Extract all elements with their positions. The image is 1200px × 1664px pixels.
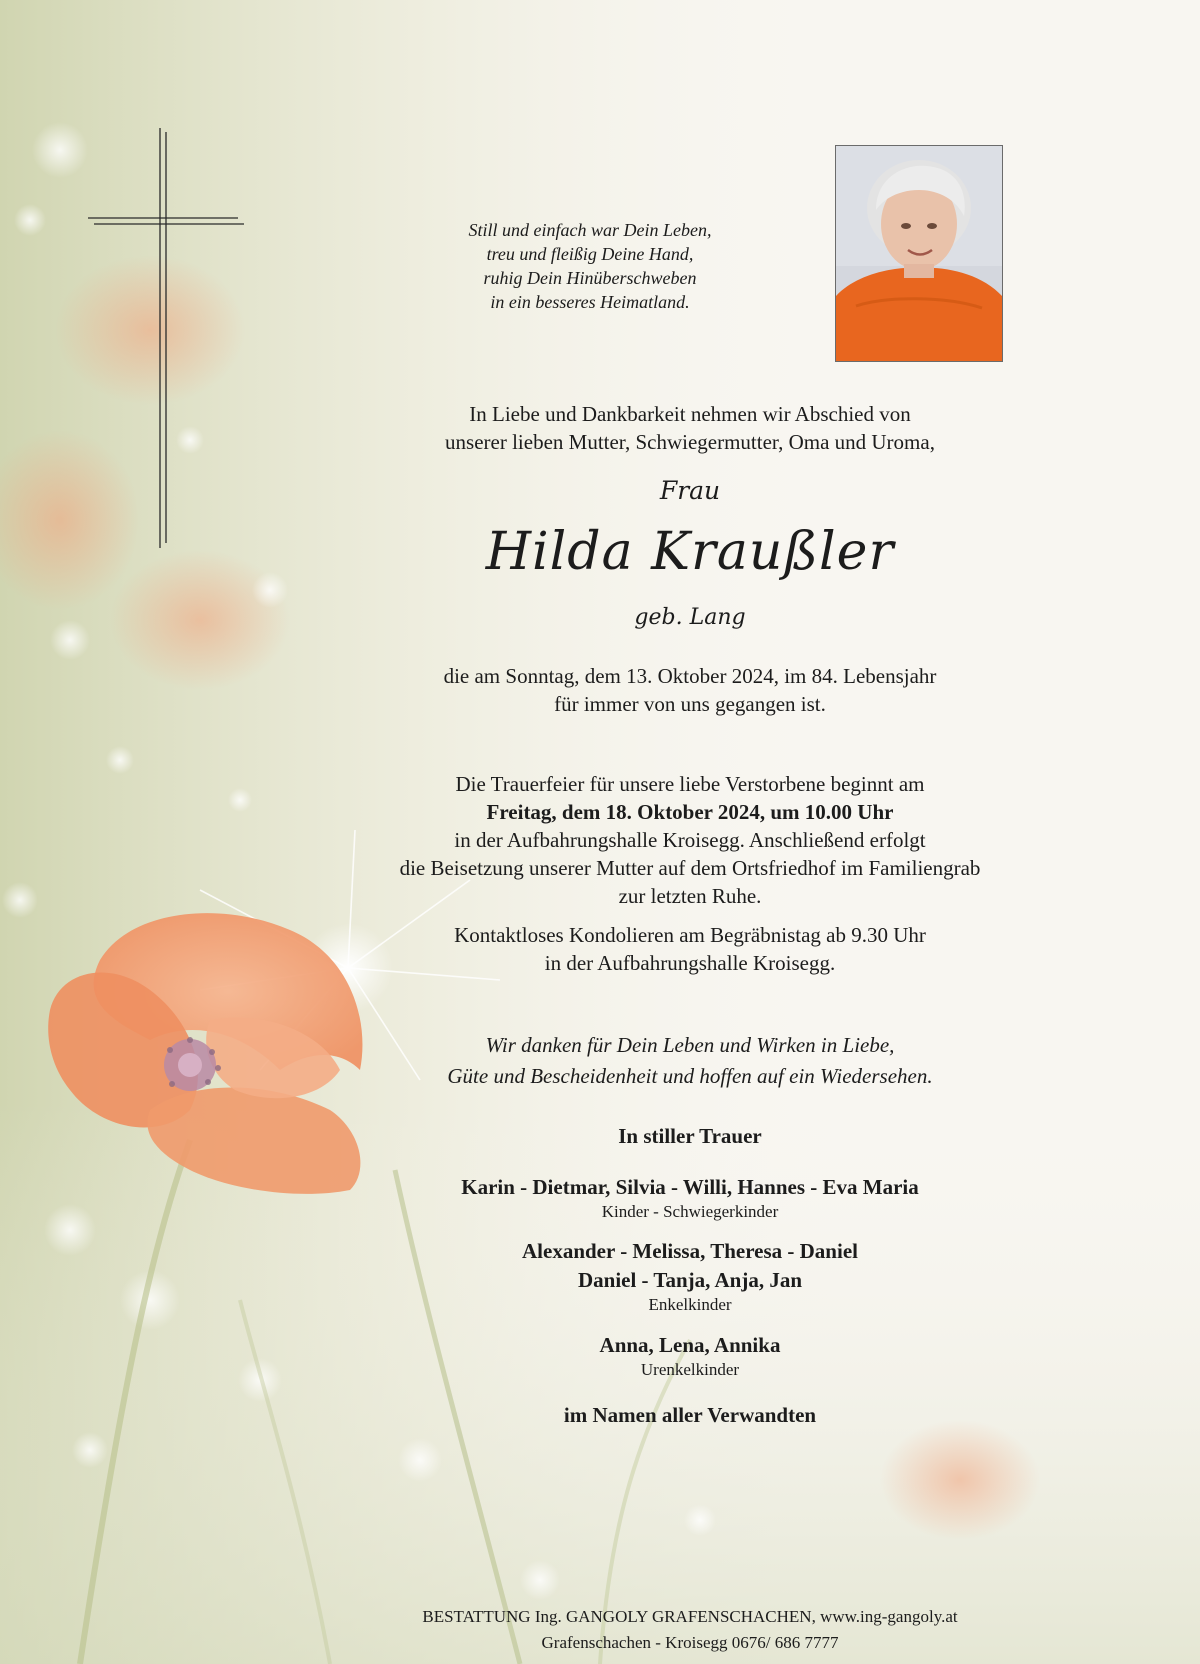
maiden-name: geb. Lang — [634, 605, 746, 630]
poem-line: Still und einfach war Dein Leben, — [468, 220, 712, 240]
funeral-home-footer — [330, 1604, 1050, 1656]
condolence-line-2: in der Aufbahrungshalle Kroisegg. — [544, 951, 836, 975]
funeral-line-4: die Beisetzung unserer Mutter auf dem Ortsfriedhof im Familiengrab — [399, 856, 981, 880]
farewell-intro — [330, 400, 1050, 456]
intro-line-1: In Liebe und Dankbarkeit nehmen wir Abschied von — [469, 402, 911, 426]
mourners-heading: In stiller Trauer — [618, 1124, 762, 1148]
thanks-message — [330, 1030, 1050, 1092]
poppy-flower-illustration — [40, 900, 380, 1210]
footer-line-2: Grafenschachen - Kroisegg 0676/ 686 7777 — [541, 1633, 839, 1652]
thanks-line-1: Wir danken für Dein Leben und Wirken in Liebe, — [485, 1033, 895, 1057]
closing-line: im Namen aller Verwandten — [563, 1403, 817, 1427]
cross-icon — [88, 128, 244, 548]
funeral-date: Freitag, dem 18. Oktober 2024, um 10.00 Uhr — [486, 800, 894, 824]
grandchildren-group — [330, 1237, 1050, 1315]
deceased-name: Hilda Kraußler — [485, 522, 895, 582]
condolence-info — [330, 921, 1050, 977]
children-relation: Kinder - Schwiegerkinder — [601, 1202, 779, 1221]
condolence-line-1: Kontaktloses Kondolieren am Begräbnistag ab 9.30 Uhr — [454, 923, 926, 947]
poem-line: treu und fleißig Deine Hand, — [486, 244, 694, 264]
footer-line-1: BESTATTUNG Ing. GANGOLY GRAFENSCHACHEN, www.ing-gangoly.at — [422, 1607, 958, 1626]
children-group — [330, 1173, 1050, 1222]
deceased-title: Frau — [659, 476, 721, 505]
death-line-2: für immer von uns gegangen ist. — [554, 692, 826, 716]
funeral-line-1: Die Trauerfeier für unsere liebe Verstorbene beginnt am — [455, 772, 925, 796]
children-names: Karin - Dietmar, Silvia - Willi, Hannes - Eva Maria — [461, 1175, 919, 1199]
great-grandchildren-names: Anna, Lena, Annika — [599, 1333, 781, 1357]
thanks-line-2: Güte und Bescheidenheit und hoffen auf ein Wiedersehen. — [447, 1064, 933, 1088]
funeral-details — [330, 770, 1050, 910]
poem-line: in ein besseres Heimatland. — [490, 292, 690, 312]
portrait-photo — [835, 145, 1003, 362]
memorial-poem — [420, 218, 760, 314]
grandchildren-relation: Enkelkinder — [648, 1295, 732, 1314]
death-notice — [330, 662, 1050, 718]
funeral-line-5: zur letzten Ruhe. — [618, 884, 762, 908]
poem-line: ruhig Dein Hinüberschweben — [483, 268, 697, 288]
funeral-line-3: in der Aufbahrungshalle Kroisegg. Anschließend erfolgt — [454, 828, 926, 852]
grandchildren-names-2: Daniel - Tanja, Anja, Jan — [577, 1268, 803, 1292]
intro-line-2: unserer lieben Mutter, Schwiegermutter, Oma und Uroma, — [445, 430, 935, 454]
great-grandchildren-group — [330, 1331, 1050, 1380]
death-line-1: die am Sonntag, dem 13. Oktober 2024, im 84. Lebensjahr — [443, 664, 937, 688]
great-grandchildren-relation: Urenkelkinder — [640, 1360, 740, 1379]
grandchildren-names-1: Alexander - Melissa, Theresa - Daniel — [522, 1239, 858, 1263]
